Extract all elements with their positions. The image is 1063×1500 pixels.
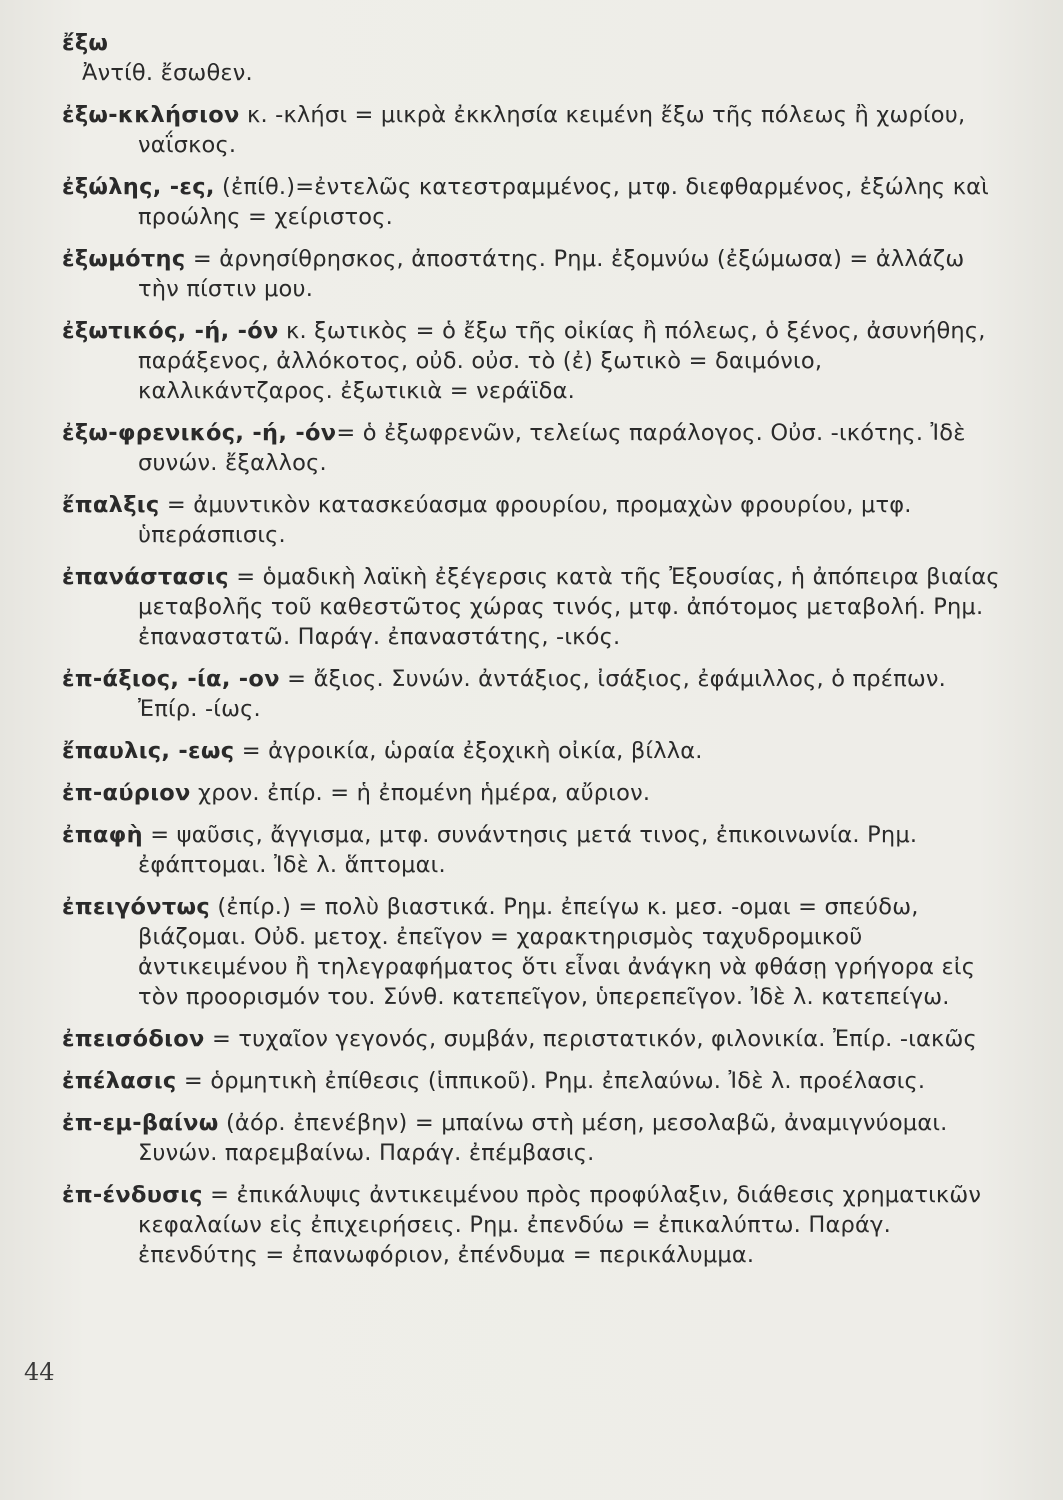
headword: ἐξωτικός, -ή, -όν <box>62 318 279 344</box>
definition: = ἀγροικία, ὡραία ἐξοχικὴ οἰκία, βίλλα. <box>234 738 703 764</box>
definition: = ἀρνησίθρησκος, ἀποστάτης. Ρημ. ἐξομνύω (ἐξώμωσα) = ἀλλάζω τὴν πίστιν μου. <box>138 246 965 302</box>
headword: ἐξώλης, -ες, <box>62 174 215 200</box>
entry <box>62 490 1012 550</box>
headword: ἐπ-ένδυσις <box>62 1182 203 1208</box>
entry <box>62 562 1012 652</box>
entry <box>62 244 1012 304</box>
entry-list <box>62 28 1012 1282</box>
entry <box>62 172 1012 232</box>
definition: = ἀμυντικὸν κατασκεύασμα φρουρίου, προμαχὼν φρουρίου, μτφ. ὑπεράσπισις. <box>138 492 912 548</box>
headword: ἐπανάστασις <box>62 564 229 590</box>
headword: ἐπαφὴ <box>62 822 143 848</box>
entry <box>62 1024 1012 1054</box>
entry <box>62 28 1012 88</box>
definition: = ὁ ἐξωφρενῶν, τελείως παράλογος. Οὐσ. -ικότης. Ἰδὲ συνών. ἔξαλλος. <box>138 420 966 476</box>
entry <box>62 1180 1012 1270</box>
definition: κ. -κλήσι = μικρὰ ἐκκλησία κειμένη ἔξω τῆς πόλεως ἢ χωρίου, ναΐσκος. <box>138 102 966 158</box>
definition: κ. ξωτικὸς = ὁ ἔξω τῆς οἰκίας ἢ πόλεως, ὁ ξένος, ἀσυνήθης, παράξενος, ἀλλόκοτος, οὐδ. οὐσ. τὸ (ἐ) ξωτικὸ = δαιμόνιο, καλλικάντζαρος. ἐξωτικιὰ = νεράϊδα. <box>138 318 986 404</box>
entry <box>62 1108 1012 1168</box>
definition: (ἐπίθ.)=ἐντελῶς κατεστραμμένος, μτφ. διεφθαρμένος, ἐξώλης καὶ προώλης = χείριστος. <box>138 174 989 230</box>
entry <box>62 664 1012 724</box>
headword: ἔξω <box>62 30 109 56</box>
headword: ἔπαυλις, -εως <box>62 738 235 764</box>
headword: ἐξωμότης <box>62 246 186 272</box>
definition: = ἄξιος. Συνών. ἀντάξιος, ἰσάξιος, ἐφάμιλλος, ὁ πρέπων. Ἐπίρ. -ίως. <box>138 666 947 722</box>
headword: ἐπειγόντως <box>62 894 210 920</box>
entry <box>62 820 1012 880</box>
headword: ἔπαλξις <box>62 492 160 518</box>
entry <box>62 892 1012 1012</box>
definition: = ψαῦσις, ἄγγισμα, μτφ. συνάντησις μετά τινος, ἐπικοινωνία. Ρημ. ἐφάπτομαι. Ἰδὲ λ. ἅπτομαι. <box>138 822 918 878</box>
entry <box>62 736 1012 766</box>
definition: = ὁμαδικὴ λαϊκὴ ἐξέγερσις κατὰ τῆς Ἐξουσίας, ἡ ἀπόπειρα βιαίας μεταβολῆς τοῦ καθεστῶτος χώρας τινός, μτφ. ἀπότομος μεταβολή. Ρημ. ἐπαναστατῶ. Παράγ. ἐπαναστάτης, -ικός. <box>138 564 1000 650</box>
entry <box>62 100 1012 160</box>
definition: Ἀντίθ. ἔσωθεν. <box>82 60 253 86</box>
definition: = ὁρμητικὴ ἐπίθεσις (ἱππικοῦ). Ρημ. ἐπελαύνω. Ἰδὲ λ. προέλασις. <box>176 1068 926 1094</box>
headword: ἐπεισόδιον <box>62 1026 205 1052</box>
definition: (ἐπίρ.) = πολὺ βιαστικά. Ρημ. ἐπείγω κ. μεσ. -ομαι = σπεύδω, βιάζομαι. Οὐδ. μετοχ. ἐπεῖγον = χαρακτηρισμὸς ταχυδρομικοῦ ἀντικειμένου ἢ τηλεγραφήματος ὅτι εἶναι ἀνάγκη νὰ φθάσῃ γρήγορα εἰς τὸν προορισμόν του. Σύνθ. κατεπεῖγον, ὑπερεπεῖγον. Ἰδὲ λ. κατεπείγω. <box>138 894 976 1010</box>
page-number: 44 <box>24 1358 55 1386</box>
definition: = ἐπικάλυψις ἀντικειμένου πρὸς προφύλαξιν, διάθεσις χρηματικῶν κεφαλαίων εἰς ἐπιχειρήσεις. Ρημ. ἐπενδύω = ἐπικαλύπτω. Παράγ. ἐπενδύτης = ἐπανωφόριον, ἐπένδυμα = περικάλυμμα. <box>138 1182 982 1268</box>
headword: ἐξω-κκλήσιον <box>62 102 240 128</box>
definition: (ἀόρ. ἐπενέβην) = μπαίνω στὴ μέση, μεσολαβῶ, ἀναμιγνύομαι. Συνών. παρεμβαίνω. Παράγ. ἐπέμβασις. <box>138 1110 948 1166</box>
headword: ἐξω-φρενικός, -ή, -όν <box>62 420 337 446</box>
entry <box>62 1066 1012 1096</box>
definition: = τυχαῖον γεγονός, συμβάν, περιστατικόν, φιλονικία. Ἐπίρ. -ιακῶς <box>204 1026 977 1052</box>
definition: χρον. ἐπίρ. = ἡ ἐπομένη ἡμέρα, αὔριον. <box>190 780 651 806</box>
headword: ἐπέλασις <box>62 1068 177 1094</box>
headword: ἐπ-αύριον <box>62 780 191 806</box>
headword: ἐπ-εμ-βαίνω <box>62 1110 219 1136</box>
headword: ἐπ-άξιος, -ία, -ον <box>62 666 280 692</box>
entry <box>62 778 1012 808</box>
entry <box>62 316 1012 406</box>
entry <box>62 418 1012 478</box>
